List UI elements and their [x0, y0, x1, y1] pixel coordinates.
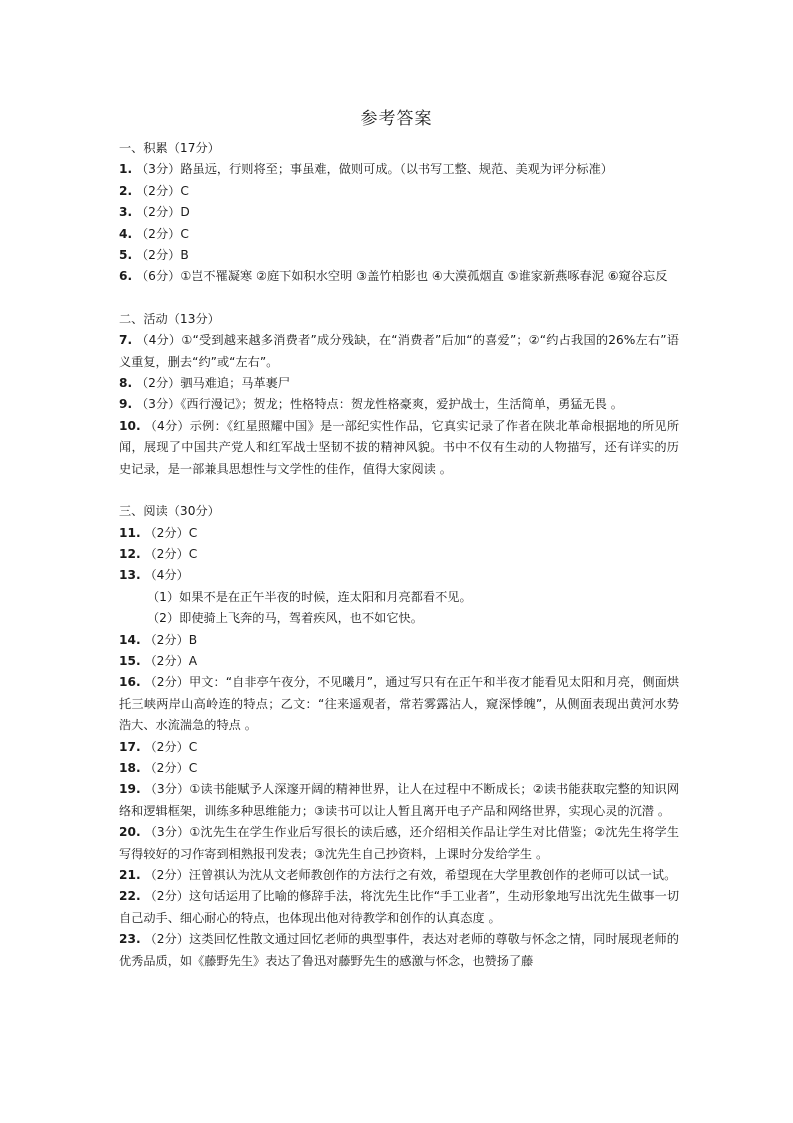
answer-text: （3分）路虽远，行则将至；事虽难，做则可成。（以书写工整、规范、美观为评分标准） [136, 162, 613, 177]
question-number: 2. [119, 183, 133, 198]
answer-item [119, 929, 679, 972]
question-number: 22. [119, 889, 141, 904]
answer-item [119, 245, 679, 266]
question-number: 16. [119, 675, 141, 690]
answer-text: （2分）驷马难追；马革裹尸 [136, 376, 291, 391]
answer-item [119, 672, 679, 736]
answer-text: （4分） [144, 568, 189, 583]
answer-text: （3分）《西行漫记》；贺龙；性格特点：贺龙性格豪爽，爱护战士，生活简单，勇猛无畏 。 [136, 397, 623, 412]
answer-item [119, 630, 679, 651]
question-number: 5. [119, 248, 133, 263]
answer-item [119, 202, 679, 223]
answer-text: （2分）汪曾祺认为沈从文老师教创作的方法行之有效，希望现在大学里教创作的老师可以试一试。 [144, 868, 677, 882]
sub-answer: （1）如果不是在正午半夜的时候，连太阳和月亮都看不见。 [147, 589, 472, 604]
question-number: 10. [119, 418, 141, 433]
answer-text: （2分）A [144, 653, 198, 668]
answer-item [119, 779, 679, 822]
question-number: 17. [119, 739, 141, 754]
answer-item [119, 758, 679, 779]
section-heading: 二、活动（13分） [119, 311, 220, 326]
question-number: 14. [119, 632, 141, 647]
question-number: 12. [119, 546, 141, 561]
answer-text: （4分）①“受到越来越多消费者”成分残缺，在“消费者”后加“的喜爱”；②“约占我国的26%左右”语义重复，删去“约”或“左右”。 [119, 333, 679, 369]
question-number: 13. [119, 568, 141, 583]
question-number: 7. [119, 333, 133, 348]
answer-item [119, 544, 679, 565]
answer-text: （2分）B [136, 248, 189, 263]
answer-item [119, 159, 679, 180]
question-number: 23. [119, 932, 141, 947]
answer-item [119, 224, 679, 245]
answer-text: （2分）C [144, 546, 198, 561]
answer-item [119, 865, 679, 886]
answer-item [119, 651, 679, 672]
answer-content [119, 138, 679, 972]
answer-text: （2分）C [144, 525, 198, 540]
answer-item [119, 181, 679, 202]
question-number: 20. [119, 825, 141, 840]
question-number: 4. [119, 226, 133, 241]
answer-text: （2分）B [144, 632, 198, 647]
answer-text: （3分）①沈先生在学生作业后写很长的读后感，还介绍相关作品让学生对比借鉴；②沈先生将学生写得较好的习作寄到相熟报刊发表；③沈先生自己抄资料，上课时分发给学生 。 [119, 825, 680, 861]
question-number: 1. [119, 162, 133, 177]
sub-answer: （2）即使骑上飞奔的马，驾着疾风，也不如它快。 [147, 611, 423, 626]
question-number: 3. [119, 205, 133, 220]
answer-item [119, 737, 679, 758]
section-heading: 三、阅读（30分） [119, 504, 220, 519]
answer-item [119, 330, 679, 373]
page-title: 参考答案 [360, 109, 433, 129]
answer-text: （3分）①读书能赋予人深邃开阔的精神世界，让人在过程中不断成长；②读书能获取完整的知识网络和逻辑框架，训练多种思维能力；③读书可以让人暂且离开电子产品和网络世界，实现心灵的沉潜 。 [119, 782, 680, 818]
answer-item [119, 886, 679, 929]
answer-text: （2分）C [136, 183, 189, 198]
answer-text: （2分）这句话运用了比喻的修辞手法，将沈先生比作“手工业者”，生动形象地写出沈先生做事一切自己动手、细心耐心的特点，也体现出他对待教学和创作的认真态度 。 [119, 889, 680, 925]
section-heading: 一、积累（17分） [119, 141, 220, 155]
answer-item [119, 394, 679, 415]
answer-item [119, 373, 679, 394]
question-number: 21. [119, 868, 141, 882]
answer-text: （2分）D [136, 205, 190, 220]
answer-item [119, 266, 679, 287]
answer-item [119, 523, 679, 544]
answer-text: （2分）甲文：“自非亭午夜分，不见曦月”，通过写只有在正午和半夜才能看见太阳和月亮，侧面烘托三峡两岸山高岭连的特点；乙文：“往来遥观者，常若雾露沾人，窥深悸魄”，从侧面表现出黄河水势浩大、水流湍急的特点 。 [119, 675, 680, 733]
answer-item [119, 822, 679, 865]
answer-text: （4分）示例：《红星照耀中国》是一部纪实性作品，它真实记录了作者在陕北革命根据地的所见所闻，展现了中国共产党人和红军战士坚韧不拔的精神风貌。书中不仅有生动的人物描写，还有详实的历史记录，是一部兼具思想性与文学性的佳作，值得大家阅读 。 [119, 418, 679, 476]
answer-text: （2分）C [144, 760, 198, 775]
question-number: 15. [119, 653, 141, 668]
answer-text: （2分）C [144, 739, 198, 754]
answer-text: （2分）这类回忆性散文通过回忆老师的典型事件，表达对老师的尊敬与怀念之情，同时展现老师的优秀品质，如《藤野先生》表达了鲁迅对藤野先生的感激与怀念，也赞扬了藤 [119, 932, 679, 968]
answer-item [119, 416, 679, 480]
answer-item [119, 565, 679, 586]
question-number: 9. [119, 397, 133, 412]
question-number: 6. [119, 269, 133, 284]
answer-text: （2分）C [136, 226, 189, 241]
question-number: 18. [119, 760, 141, 775]
question-number: 19. [119, 782, 141, 797]
answer-text: （6分）①岂不罹凝寒 ②庭下如积水空明 ③盖竹柏影也 ④大漠孤烟直 ⑤谁家新燕啄春泥 ⑥窥谷忘反 [136, 269, 668, 284]
question-number: 8. [119, 376, 133, 391]
question-number: 11. [119, 525, 141, 540]
